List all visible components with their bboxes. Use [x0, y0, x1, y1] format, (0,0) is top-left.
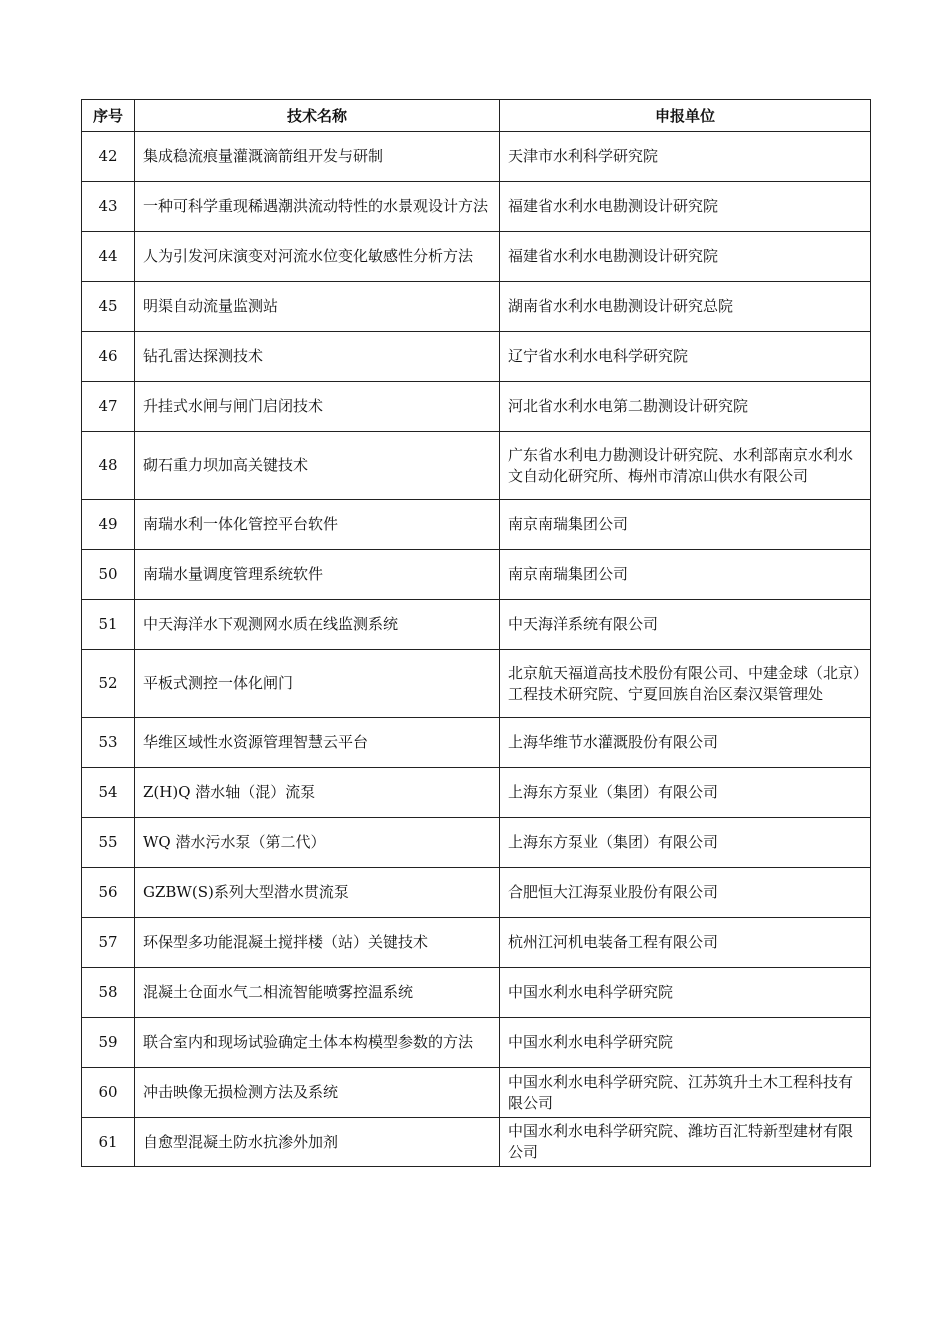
table-header: [82, 100, 871, 132]
applicant-unit-cell: 上海华维节水灌溉股份有限公司: [500, 718, 871, 768]
table-row: [82, 600, 871, 650]
table-row: [82, 768, 871, 818]
serial-number-cell: 56: [82, 868, 135, 918]
technology-name-cell: 混凝土仓面水气二相流智能喷雾控温系统: [135, 968, 500, 1018]
technology-name-cell: 南瑞水量调度管理系统软件: [135, 550, 500, 600]
table-row: [82, 968, 871, 1018]
table-row: [82, 382, 871, 432]
applicant-unit-cell: 湖南省水利水电勘测设计研究总院: [500, 282, 871, 332]
serial-number-cell: 50: [82, 550, 135, 600]
applicant-unit-cell: 福建省水利水电勘测设计研究院: [500, 232, 871, 282]
technology-name-cell: 平板式测控一体化闸门: [135, 650, 500, 718]
technology-name-cell: 自愈型混凝土防水抗渗外加剂: [135, 1118, 500, 1167]
technology-name-cell: WQ 潜水污水泵（第二代）: [135, 818, 500, 868]
table-row: [82, 650, 871, 718]
serial-number-cell: 43: [82, 182, 135, 232]
table-row: [82, 818, 871, 868]
applicant-unit-cell: 北京航天福道高技术股份有限公司、中建金球（北京）工程技术研究院、宁夏回族自治区秦汉渠管理处: [500, 650, 871, 718]
page-sheet: [81, 99, 871, 1167]
technology-name-cell: 一种可科学重现稀遇潮洪流动特性的水景观设计方法: [135, 182, 500, 232]
applicant-unit-cell: 南京南瑞集团公司: [500, 550, 871, 600]
technology-name-cell: 联合室内和现场试验确定土体本构模型参数的方法: [135, 1018, 500, 1068]
table-row: [82, 1068, 871, 1118]
serial-number-cell: 49: [82, 500, 135, 550]
serial-number-cell: 55: [82, 818, 135, 868]
table-row: [82, 1118, 871, 1167]
applicant-unit-cell: 上海东方泵业（集团）有限公司: [500, 818, 871, 868]
serial-number-cell: 60: [82, 1068, 135, 1118]
serial-number-cell: 45: [82, 282, 135, 332]
applicant-unit-cell: 南京南瑞集团公司: [500, 500, 871, 550]
table-row: [82, 868, 871, 918]
technology-name-cell: Z(H)Q 潜水轴（混）流泵: [135, 768, 500, 818]
applicant-unit-cell: 河北省水利水电第二勘测设计研究院: [500, 382, 871, 432]
table-row: [82, 132, 871, 182]
technology-name-cell: 升挂式水闸与闸门启闭技术: [135, 382, 500, 432]
table-row: [82, 232, 871, 282]
serial-number-cell: 46: [82, 332, 135, 382]
applicant-unit-cell: 中国水利水电科学研究院、潍坊百汇特新型建材有限公司: [500, 1118, 871, 1167]
table-row: [82, 718, 871, 768]
serial-number-cell: 51: [82, 600, 135, 650]
serial-number-cell: 52: [82, 650, 135, 718]
serial-number-cell: 57: [82, 918, 135, 968]
technology-name-cell: 钻孔雷达探测技术: [135, 332, 500, 382]
table-row: [82, 550, 871, 600]
table-row: [82, 282, 871, 332]
table-body: [82, 132, 871, 1167]
technology-name-cell: 人为引发河床演变对河流水位变化敏感性分析方法: [135, 232, 500, 282]
serial-number-cell: 44: [82, 232, 135, 282]
serial-number-cell: 54: [82, 768, 135, 818]
serial-number-cell: 53: [82, 718, 135, 768]
serial-number-cell: 61: [82, 1118, 135, 1167]
applicant-unit-cell: 合肥恒大江海泵业股份有限公司: [500, 868, 871, 918]
applicant-unit-cell: 中国水利水电科学研究院、江苏筑升土木工程科技有限公司: [500, 1068, 871, 1118]
technology-name-cell: GZBW(S)系列大型潜水贯流泵: [135, 868, 500, 918]
technology-name-cell: 华维区域性水资源管理智慧云平台: [135, 718, 500, 768]
header-applicant-unit: 申报单位: [500, 100, 871, 132]
table-row: [82, 332, 871, 382]
applicant-unit-cell: 辽宁省水利水电科学研究院: [500, 332, 871, 382]
serial-number-cell: 48: [82, 432, 135, 500]
serial-number-cell: 47: [82, 382, 135, 432]
applicant-unit-cell: 广东省水利电力勘测设计研究院、水利部南京水利水文自动化研究所、梅州市清凉山供水有限公司: [500, 432, 871, 500]
applicant-unit-cell: 杭州江河机电装备工程有限公司: [500, 918, 871, 968]
technology-name-cell: 集成稳流痕量灌溉滴箭组开发与研制: [135, 132, 500, 182]
header-serial-number: 序号: [82, 100, 135, 132]
applicant-unit-cell: 上海东方泵业（集团）有限公司: [500, 768, 871, 818]
applicant-unit-cell: 中天海洋系统有限公司: [500, 600, 871, 650]
technology-name-cell: 中天海洋水下观测网水质在线监测系统: [135, 600, 500, 650]
technology-name-cell: 砌石重力坝加高关键技术: [135, 432, 500, 500]
technology-name-cell: 冲击映像无损检测方法及系统: [135, 1068, 500, 1118]
technology-name-cell: 南瑞水利一体化管控平台软件: [135, 500, 500, 550]
header-row: [82, 100, 871, 132]
table-row: [82, 1018, 871, 1068]
technology-name-cell: 明渠自动流量监测站: [135, 282, 500, 332]
header-technology-name: 技术名称: [135, 100, 500, 132]
serial-number-cell: 42: [82, 132, 135, 182]
serial-number-cell: 59: [82, 1018, 135, 1068]
table-row: [82, 182, 871, 232]
technology-name-cell: 环保型多功能混凝土搅拌楼（站）关键技术: [135, 918, 500, 968]
technology-table: [81, 99, 871, 1167]
table-row: [82, 432, 871, 500]
applicant-unit-cell: 天津市水利科学研究院: [500, 132, 871, 182]
table-row: [82, 500, 871, 550]
table-row: [82, 918, 871, 968]
serial-number-cell: 58: [82, 968, 135, 1018]
applicant-unit-cell: 中国水利水电科学研究院: [500, 1018, 871, 1068]
applicant-unit-cell: 福建省水利水电勘测设计研究院: [500, 182, 871, 232]
applicant-unit-cell: 中国水利水电科学研究院: [500, 968, 871, 1018]
